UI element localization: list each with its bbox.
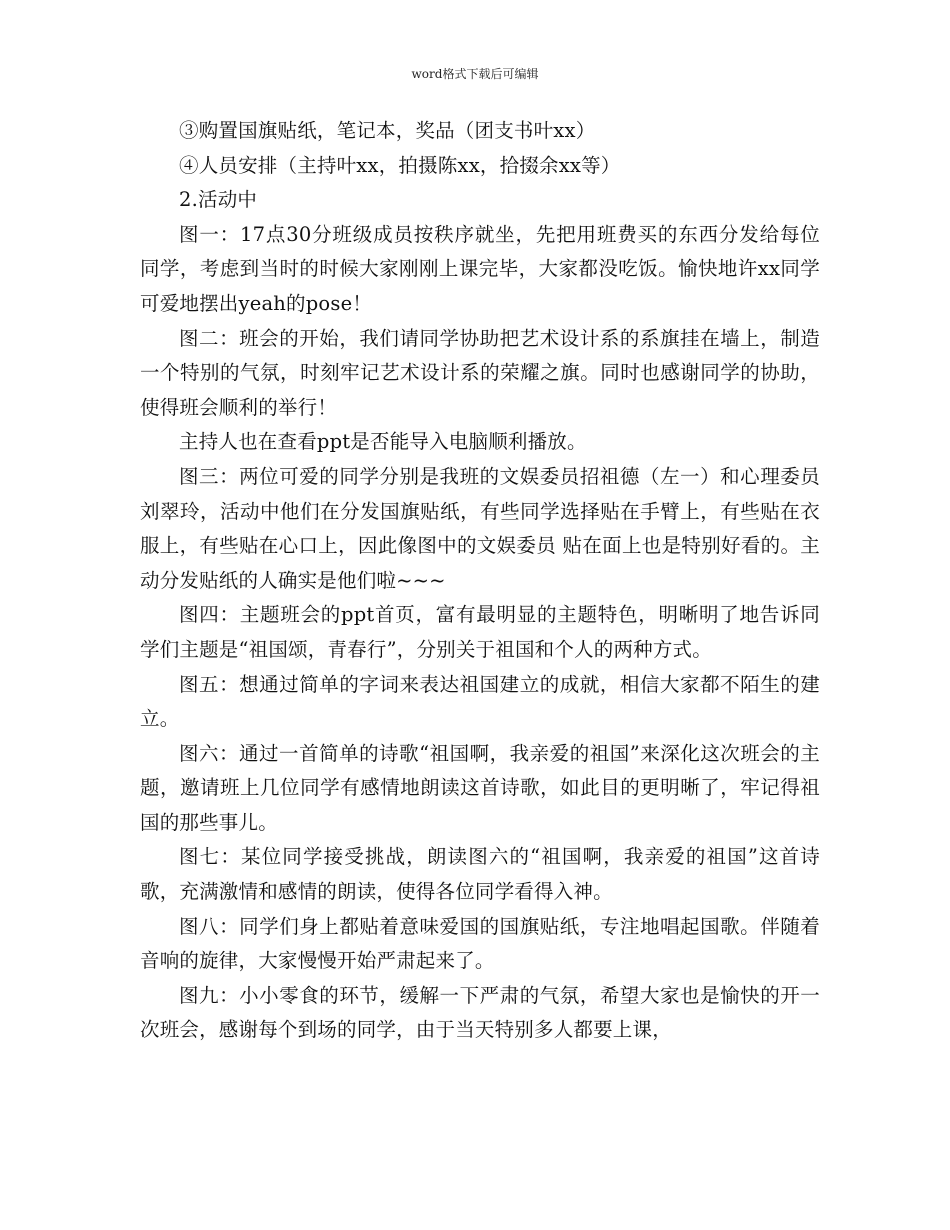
paragraph-figure-7: 图七：某位同学接受挑战，朗读图六的“祖国啊，我亲爱的祖国”这首诗歌，充满激情和感情的朗读，使得各位同学看得入神。 — [140, 845, 820, 904]
paragraph-figure-5: 图五：想通过简单的字词来表达祖国建立的成就，相信大家都不陌生的建立。 — [140, 672, 820, 731]
page-header: word格式下载后可编辑 — [411, 67, 539, 81]
paragraph-host-ppt: 主持人也在查看ppt是否能导入电脑顺利播放。 — [179, 430, 587, 454]
document-body — [140, 114, 820, 1048]
paragraph-figure-3: 图三：两位可爱的同学分别是我班的文娱委员招祖德（左一）和心理委员刘翠玲，活动中他们在分发国旗贴纸，有些同学选择贴在手臂上，有些贴在衣服上，有些贴在心口上，因此像图中的文娱委员 贴在面上也是特别好看的。主动分发贴纸的人确实是他们啦~~~ — [140, 464, 820, 592]
paragraph-figure-2: 图二：班会的开始，我们请同学协助把艺术设计系的系旗挂在墙上，制造一个特别的气氛，时刻牢记艺术设计系的荣耀之旗。同时也感谢同学的协助，使得班会顺利的举行！ — [140, 326, 820, 419]
paragraph-figure-6: 图六：通过一首简单的诗歌“祖国啊，我亲爱的祖国”来深化这次班会的主题，邀请班上几位同学有感情地朗读这首诗歌，如此目的更明晰了，牢记得祖国的那些事儿。 — [140, 741, 820, 834]
section-heading-during-activity: 2.活动中 — [179, 188, 258, 212]
paragraph-figure-4: 图四：主题班会的ppt首页，富有最明显的主题特色，明晰明了地告诉同学们主题是“祖国颂，青春行”，分别关于祖国和个人的两种方式。 — [140, 603, 820, 661]
paragraph-figure-9: 图九：小小零食的环节，缓解一下严肃的气氛，希望大家也是愉快的开一次班会，感谢每个到场的同学，由于当天特别多人都要上课， — [140, 983, 820, 1042]
paragraph-figure-1: 图一：17点30分班级成员按秩序就坐，先把用班费买的东西分发给每位同学，考虑到当时的时候大家刚刚上课完毕，大家都没吃饭。愉快地许xx同学可爱地摆出yeah的pose！ — [140, 222, 820, 315]
paragraph-staff: ④人员安排（主持叶xx，拍摄陈xx，拾掇余xx等） — [179, 153, 621, 177]
paragraph-supplies: ③购置国旗贴纸，笔记本，奖品（团支书叶xx） — [179, 119, 596, 142]
paragraph-figure-8: 图八：同学们身上都贴着意味爱国的国旗贴纸，专注地唱起国歌。伴随着音响的旋律，大家慢慢开始严肃起来了。 — [140, 914, 820, 973]
